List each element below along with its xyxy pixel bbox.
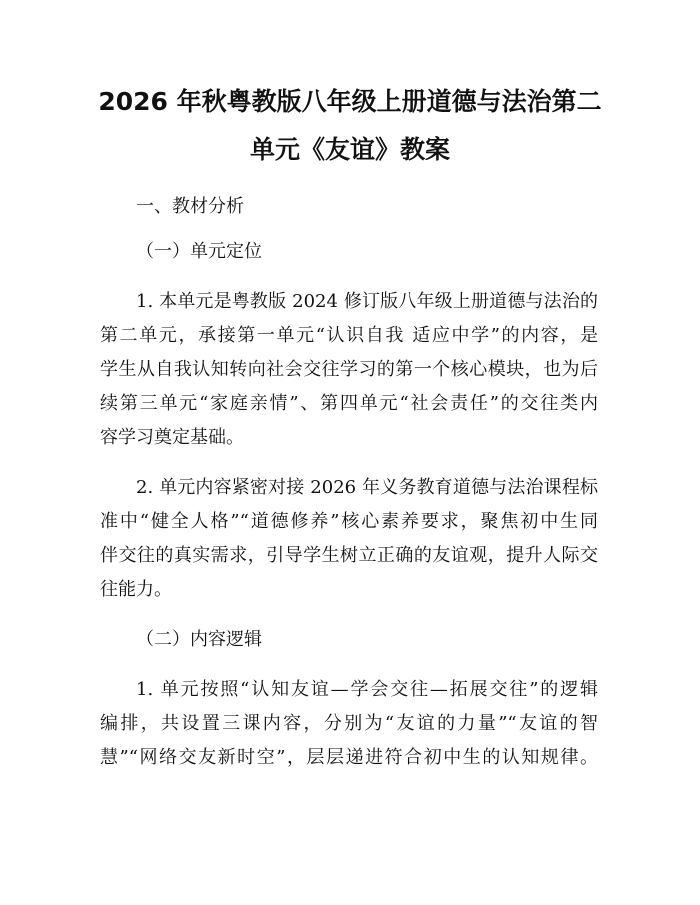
paragraph-line: 2. 单元内容紧密对接 2026 年义务教育道德与法治课程标 <box>136 477 598 498</box>
paragraph-line: 续第三单元“家庭亲情”、第四单元“社会责任”的交往类内 <box>100 393 598 414</box>
subsection-heading: （一）单元定位 <box>136 241 262 262</box>
document-title-line-2: 单元《友谊》教案 <box>249 135 450 164</box>
section-heading: 一、教材分析 <box>136 196 244 217</box>
paragraph-line: 第二单元，承接第一单元“认识自我 适应中学”的内容，是 <box>100 325 598 346</box>
paragraph-line: 学生从自我认知转向社会交往学习的第一个核心模块，也为后 <box>100 359 598 380</box>
paragraph-line: 准中“健全人格”“道德修养”核心素养要求，聚焦初中生同 <box>100 511 598 532</box>
paragraph-line: 1. 单元按照“认知友谊—学会交往—拓展交往”的逻辑 <box>136 679 598 700</box>
document-title-line-1: 2026 年秋粤教版八年级上册道德与法治第二 <box>98 87 602 116</box>
paragraph-line: 编排，共设置三课内容，分别为“友谊的力量”“友谊的智 <box>100 713 598 734</box>
paragraph-line: 容学习奠定基础。 <box>100 427 244 448</box>
paragraph-line: 往能力。 <box>100 579 172 600</box>
paragraph-line: 慧”“网络交友新时空”，层层递进符合初中生的认知规律。 <box>100 747 598 768</box>
subsection-heading: （二）内容逻辑 <box>136 629 262 650</box>
paragraph-line: 伴交往的真实需求，引导学生树立正确的友谊观，提升人际交 <box>100 545 598 566</box>
paragraph-line: 1. 本单元是粤教版 2024 修订版八年级上册道德与法治的 <box>136 291 598 312</box>
